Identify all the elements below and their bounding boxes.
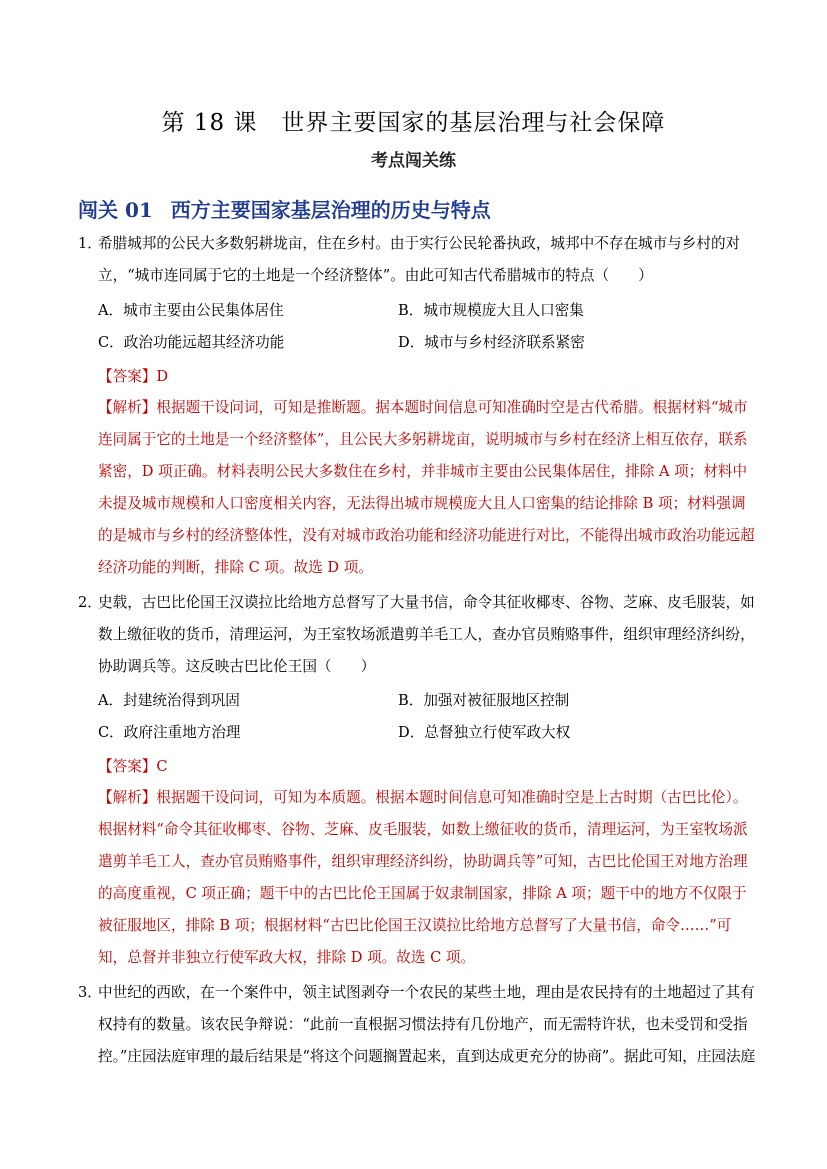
option-c: C．政治功能远超其经济功能	[98, 334, 285, 351]
section-label: 闯关 01	[78, 198, 153, 222]
explanation-tag: 【解析】	[98, 789, 157, 806]
section-heading	[78, 196, 491, 224]
option-b: B．加强对被征服地区控制	[398, 692, 570, 709]
question-stem: 希腊城邦的公民大多数躬耕垅亩，住在乡村。由于实行公民轮番执政，城邦中不存在城市与乡村的对立，“城市连同属于它的土地是一个经济整体”。由此可知古代希腊城市的特点（ ）	[98, 235, 741, 284]
question-stem: 史载，古巴比伦国王汉谟拉比给地方总督写了大量书信，命令其征收椰枣、谷物、芝麻、皮毛服装，如数上缴征收的货币，清理运河，为王室牧场派遣剪羊毛工人，查办官员贿赂事件，组织审理经济纠纷，协助调兵等。这反映古巴比伦王国（ ）	[98, 594, 755, 675]
question-number: 2．	[78, 594, 102, 611]
section-banner: 考点闯关练	[361, 148, 466, 178]
answer-line	[98, 756, 758, 778]
question-number: 1．	[78, 235, 102, 252]
question-2	[78, 587, 758, 683]
option-c: C．政府注重地方治理	[98, 724, 241, 741]
option-a: A．城市主要由公民集体居住	[98, 302, 284, 319]
explanation	[98, 782, 758, 974]
question-stem: 中世纪的西欧，在一个案件中，领主试图剥夺一个农民的某些土地，理由是农民持有的土地超过了其有权持有的数量。该农民争辩说：“此前一直根据习惯法持有几份地产，而无需特许状，也未受罚和受指控。”庄园法庭审理的最后结果是“将这个问题搁置起来，直到达成更充分的协商”。据此可知，庄园法庭	[98, 984, 756, 1065]
explanation-text: 根据题干设问词，可知为本质题。根据本题时间信息可知准确时空是上古时期（古巴比伦）。根据材料“命令其征收椰枣、谷物、芝麻、皮毛服装，如数上缴征收的货币，清理运河，为王室牧场派遣剪羊毛工人，查办官员贿赂事件，组织审理经济纠纷，协助调兵等”可知，古巴比伦国王对地方治理的高度重视，C 项正确；题干中的古巴比伦王国属于奴隶制国家，排除 A 项；题干中的地方不仅限于被征服地区，排除 B 项；根据材料“古巴比伦国王汉谟拉比给地方总督写了大量书信，命令……”可知，总督并非独立行使军政大权，排除 D 项。故选 C 项。	[98, 789, 748, 966]
question-number: 3．	[78, 984, 102, 1001]
option-b: B．城市规模庞大且人口密集	[398, 302, 584, 319]
question-3	[78, 977, 758, 1073]
answer-value: D	[156, 368, 169, 385]
explanation-text: 根据题干设问词，可知是推断题。据本题时间信息可知准确时空是古代希腊。根据材料“城市连同属于它的土地是一个经济整体”，且公民大多躬耕垅亩，说明城市与乡村在经济上相互依存，联系紧密，D 项正确。材料表明公民大多数住在乡村，并非城市主要由公民集体居住，排除 A 项；材料中未提及城市规模和人口密度相关内容，无法得出城市规模庞大且人口密集的结论排除 B 项；材料强调的是城市与乡村的经济整体性，没有对城市政治功能和经济功能进行对比，不能得出城市政治功能远超经济功能的判断，排除 C 项。故选 D 项。	[98, 399, 755, 576]
section-text: 西方主要国家基层治理的历史与特点	[170, 198, 491, 222]
explanation	[98, 392, 758, 584]
option-d: D．城市与乡村经济联系紧密	[398, 334, 585, 351]
answer-tag: 【答案】	[98, 758, 157, 775]
option-a: A．封建统治得到巩固	[98, 692, 240, 709]
page-title: 第 18 课 世界主要国家的基层治理与社会保障	[161, 110, 666, 136]
answer-line	[98, 366, 758, 388]
explanation-tag: 【解析】	[98, 399, 157, 416]
question-1	[78, 228, 758, 292]
answer-value: C	[156, 758, 168, 775]
option-d: D．总督独立行使军政大权	[398, 724, 571, 741]
answer-tag: 【答案】	[98, 368, 157, 385]
